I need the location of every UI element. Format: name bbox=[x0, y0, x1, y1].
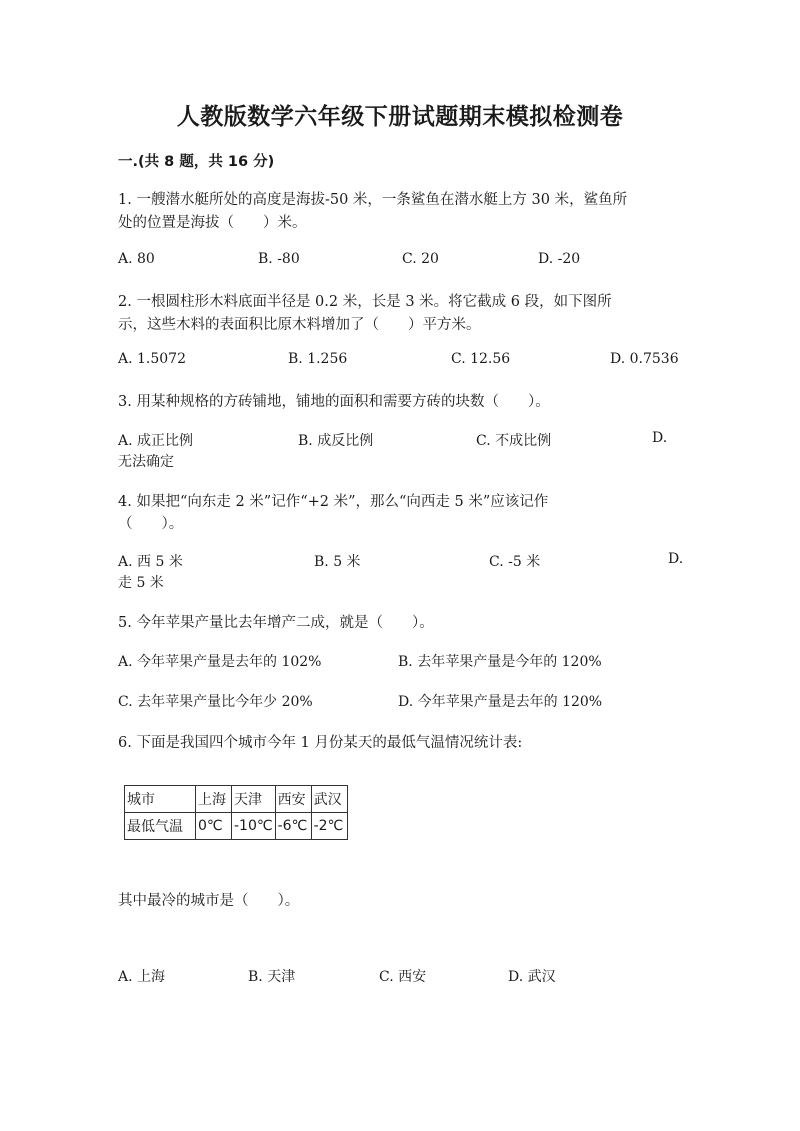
table-cell: 西安 bbox=[275, 786, 311, 813]
question-1-option-c: C. 20 bbox=[402, 251, 439, 267]
question-4-line-1: 4. 如果把“向东走 2 米”记作“+2 米”，那么“向西走 5 米”应该记作 bbox=[118, 494, 549, 510]
question-3-line-1: 3. 用某种规格的方砖铺地，铺地的面积和需要方砖的块数（ ）。 bbox=[118, 394, 550, 410]
question-4-option-d: D. bbox=[668, 551, 684, 567]
table-cell: 上海 bbox=[196, 786, 232, 813]
question-5-line-1: 5. 今年苹果产量比去年增产二成，就是（ ）。 bbox=[118, 615, 434, 631]
question-2-line-1: 2. 一根圆柱形木料底面半径是 0.2 米，长是 3 米。将它截成 6 段，如下图所 bbox=[118, 294, 612, 310]
table-row bbox=[125, 786, 348, 813]
question-4-option-a: A. 西 5 米 bbox=[118, 554, 183, 570]
question-6-option-b: B. 天津 bbox=[248, 969, 296, 985]
question-2-option-c: C. 12.56 bbox=[451, 351, 511, 367]
table-cell: 城市 bbox=[125, 786, 196, 813]
table-cell: -6℃ bbox=[275, 813, 311, 840]
question-5-option-b: B. 去年苹果产量是今年的 120% bbox=[398, 654, 602, 670]
question-4-line-2: （ ）。 bbox=[118, 516, 184, 532]
table-row bbox=[125, 813, 348, 840]
question-3-option-d: D. bbox=[652, 430, 668, 446]
question-1-line-2: 处的位置是海拔（ ）米。 bbox=[118, 215, 307, 231]
question-5-option-d: D. 今年苹果产量是去年的 120% bbox=[398, 694, 603, 710]
table-cell: 0℃ bbox=[196, 813, 232, 840]
table-cell: 最低气温 bbox=[125, 813, 196, 840]
question-1-option-b: B. -80 bbox=[258, 251, 300, 267]
question-3-option-a: A. 成正比例 bbox=[118, 433, 194, 449]
question-2-option-b: B. 1.256 bbox=[288, 351, 348, 367]
question-2-option-a: A. 1.5072 bbox=[118, 351, 186, 367]
question-2-line-2: 示，这些木料的表面积比原木料增加了（ ）平方米。 bbox=[118, 317, 481, 333]
question-1-option-d: D. -20 bbox=[538, 251, 581, 267]
question-1-option-a: A. 80 bbox=[118, 251, 155, 267]
question-3-option-d-text: 无法确定 bbox=[118, 454, 174, 470]
table-cell: 天津 bbox=[232, 786, 276, 813]
question-2-option-d: D. 0.7536 bbox=[610, 351, 679, 367]
question-3-option-c: C. 不成比例 bbox=[476, 433, 552, 449]
question-5-option-c: C. 去年苹果产量比今年少 20% bbox=[118, 694, 313, 710]
question-5-option-a: A. 今年苹果产量是去年的 102% bbox=[118, 654, 322, 670]
question-6-line-1: 6. 下面是我国四个城市今年 1 月份某天的最低气温情况统计表: bbox=[118, 735, 523, 751]
page-title: 人教版数学六年级下册试题期末模拟检测卷 bbox=[176, 104, 624, 130]
section-heading: 一.(共 8 题，共 16 分) bbox=[118, 154, 275, 170]
question-6-option-c: C. 西安 bbox=[379, 969, 427, 985]
question-6-line-2: 其中最冷的城市是（ ）。 bbox=[118, 893, 300, 909]
question-6-option-d: D. 武汉 bbox=[508, 969, 556, 985]
question-1-line-1: 1. 一艘潜水艇所处的高度是海拔-50 米，一条鲨鱼在潜水艇上方 30 米，鲨鱼所 bbox=[118, 192, 628, 208]
temperature-table bbox=[124, 785, 348, 840]
question-3-option-b: B. 成反比例 bbox=[298, 433, 374, 449]
table-cell: -10℃ bbox=[232, 813, 276, 840]
table-cell: -2℃ bbox=[311, 813, 347, 840]
question-4-option-d-text: 走 5 米 bbox=[118, 575, 164, 591]
table-cell: 武汉 bbox=[311, 786, 347, 813]
question-4-option-b: B. 5 米 bbox=[314, 554, 361, 570]
question-6-option-a: A. 上海 bbox=[118, 969, 166, 985]
question-4-option-c: C. -5 米 bbox=[489, 554, 541, 570]
